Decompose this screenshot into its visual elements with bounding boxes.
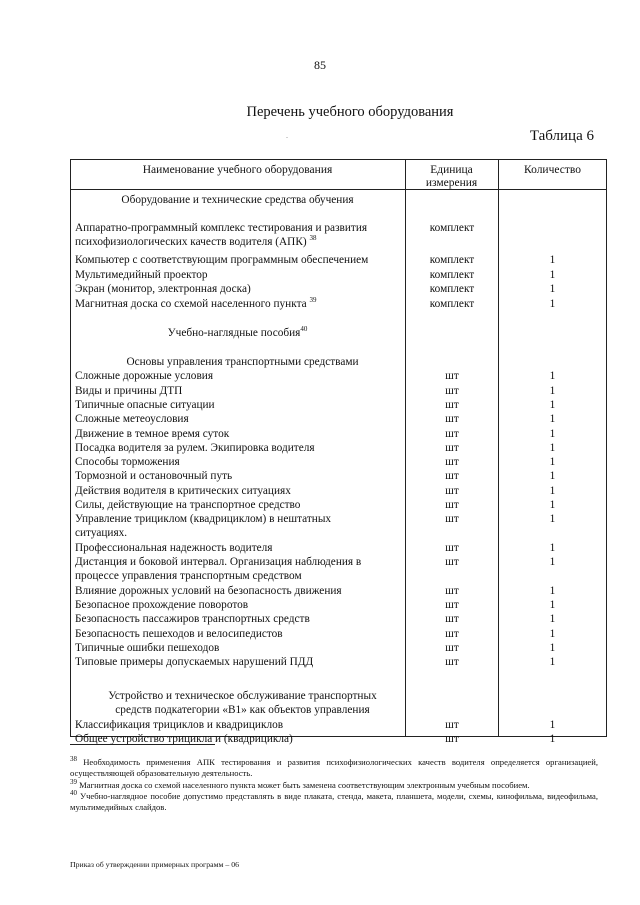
page-footer: Приказ об утверждении примерных программ – 06 [70, 860, 240, 869]
item-quantity: 1 [549, 456, 556, 469]
item-name: Влияние дорожных условий на безопасность движения [75, 584, 342, 597]
item-quantity: 1 [549, 470, 556, 483]
item-quantity: 1 [549, 718, 556, 731]
item-unit: комплект [429, 268, 475, 281]
footnote: $^{39}$ Магнитная доска со схемой населенного пункта может быть заменена соответствующим электронным учебным пособием. [70, 777, 530, 790]
item-name: Безопасность пешеходов и велосипедистов [75, 627, 283, 640]
item-unit: шт [445, 556, 459, 569]
item-unit: шт [445, 584, 459, 597]
item-name: Магнитная доска со схемой населенного пункта $^{39}$ [75, 295, 317, 310]
item-quantity: 1 [549, 642, 556, 654]
header-unit-line2: измерения [425, 177, 478, 189]
item-name: Типичные опасные ситуации [75, 398, 215, 411]
item-name: Управление трициклом (квадрициклом) в нештатных ситуациях. [75, 513, 332, 540]
item-name: Аппаратно-программный комплекс тестирования и развития психофизиологических качеств водителя (АПК) $^{38}$ [75, 222, 368, 248]
item-name: Виды и причины ДТП [75, 384, 183, 397]
header-divider [70, 189, 607, 190]
item-name: Движение в темное время суток [75, 427, 230, 440]
item-quantity: 1 [549, 297, 556, 310]
item-unit: шт [445, 398, 459, 411]
item-name: Силы, действующие на транспортное средство [75, 499, 301, 511]
item-quantity: 1 [549, 541, 556, 554]
item-unit: шт [445, 613, 459, 626]
item-name: Экран (монитор, электронная доска) [75, 283, 251, 295]
item-quantity: 1 [549, 584, 556, 597]
item-unit: комплект [429, 283, 475, 295]
equipment-table [70, 159, 607, 745]
header-name: Наименование учебного оборудования [142, 164, 333, 176]
header-quantity: Количество [524, 164, 581, 176]
item-name: Безопасность пассажиров транспортных средств [75, 613, 310, 626]
item-name: Классификация трициклов и квадрициклов [75, 718, 284, 731]
document-title: Перечень учебного оборудования [246, 104, 454, 120]
item-unit: шт [445, 513, 459, 526]
header-unit-line1: Единица [430, 164, 473, 176]
item-unit: шт [445, 441, 459, 454]
item-quantity: 1 [549, 499, 556, 511]
item-quantity: 1 [549, 254, 556, 266]
footnote-ref: 38 [70, 755, 77, 764]
item-quantity: 1 [549, 283, 556, 295]
footnote: $^{40}$ Учебно-наглядное пособие допустимо представлять в виде плаката, стенда, макета, планшета, модели, схемы, кинофильма, видеофильма, мультимедийных слайдов. [70, 789, 598, 813]
footnote-ref: 40 [70, 789, 77, 798]
footnote-ref: 39 [309, 295, 317, 304]
item-unit: шт [445, 456, 459, 469]
item-unit: шт [445, 599, 459, 612]
item-unit: комплект [429, 222, 475, 234]
item-name: Безопасное прохождение поворотов [75, 599, 249, 612]
item-quantity: 1 [549, 732, 556, 745]
item-quantity: 1 [549, 413, 556, 426]
footnote-separator [70, 744, 215, 745]
item-unit: шт [445, 484, 459, 497]
footnote-ref: 39 [70, 777, 77, 786]
item-name: Действия водителя в критических ситуациях [75, 484, 291, 497]
item-name: Дистанция и боковой интервал. Организация наблюдения в процессе управления транспортным средством [75, 556, 362, 583]
item-unit: комплект [429, 297, 475, 310]
item-name: Посадка водителя за рулем. Экипировка водителя [75, 441, 315, 454]
item-name: Типовые примеры допускаемых нарушений ПДД [75, 656, 314, 669]
item-quantity: 1 [549, 656, 556, 669]
item-unit: комплект [429, 254, 475, 266]
item-name: Типичные ошибки пешеходов [75, 642, 220, 654]
item-name: Общее устройство трицикла и (квадрицикла) [75, 732, 293, 745]
footnote: $^{38}$ Необходимость применения АПК тестирования и развития психофизиологических качеств водителя определяется организацией, осуществляющей образовательную деятельность. [70, 755, 598, 779]
item-quantity: 1 [549, 513, 556, 526]
footnote-ref: 38 [309, 234, 317, 243]
item-unit: шт [445, 470, 459, 483]
item-unit: шт [445, 732, 459, 745]
footnote-ref: 40 [300, 325, 308, 334]
item-name: Компьютер с соответствующим программным обеспечением [75, 254, 369, 266]
item-quantity: 1 [549, 484, 556, 497]
section-title: Учебно-наглядные пособия$^{40}$ [167, 325, 308, 339]
scan-artifact: . [286, 131, 288, 140]
table-label: Таблица 6 [529, 128, 594, 144]
item-name: Сложные метеоусловия [75, 413, 189, 426]
item-quantity: 1 [549, 627, 556, 640]
item-unit: шт [445, 642, 459, 654]
item-unit: шт [445, 413, 459, 426]
item-quantity: 1 [549, 556, 556, 569]
item-name: Сложные дорожные условия [75, 370, 214, 383]
item-name: Профессиональная надежность водителя [75, 541, 273, 554]
item-quantity: 1 [549, 268, 556, 281]
item-quantity: 1 [549, 384, 556, 397]
item-name: Способы торможения [75, 456, 180, 469]
item-name: Тормозной и остановочный путь [75, 470, 233, 483]
item-quantity: 1 [549, 599, 556, 612]
item-unit: шт [445, 370, 459, 383]
item-name: Мультимедийный проектор [75, 268, 208, 281]
item-unit: шт [445, 541, 459, 554]
item-quantity: 1 [549, 370, 556, 383]
item-unit: шт [445, 656, 459, 669]
subsection-title: Основы управления транспортными средствами [126, 356, 359, 368]
item-unit: шт [445, 384, 459, 397]
page-number: 85 [314, 58, 326, 72]
item-unit: шт [445, 718, 459, 731]
item-unit: шт [445, 627, 459, 640]
item-quantity: 1 [549, 441, 556, 454]
item-quantity: 1 [549, 398, 556, 411]
item-unit: шт [445, 499, 459, 511]
section-title: Оборудование и технические средства обучения [121, 194, 354, 206]
footnotes [70, 757, 598, 813]
header-unit [405, 164, 498, 190]
item-quantity: 1 [549, 613, 556, 626]
item-quantity: 1 [549, 427, 556, 440]
subsection-title: Устройство и техническое обслуживание транспортных средств подкатегории «В1» как объектов управления [108, 689, 377, 716]
item-unit: шт [445, 427, 459, 440]
